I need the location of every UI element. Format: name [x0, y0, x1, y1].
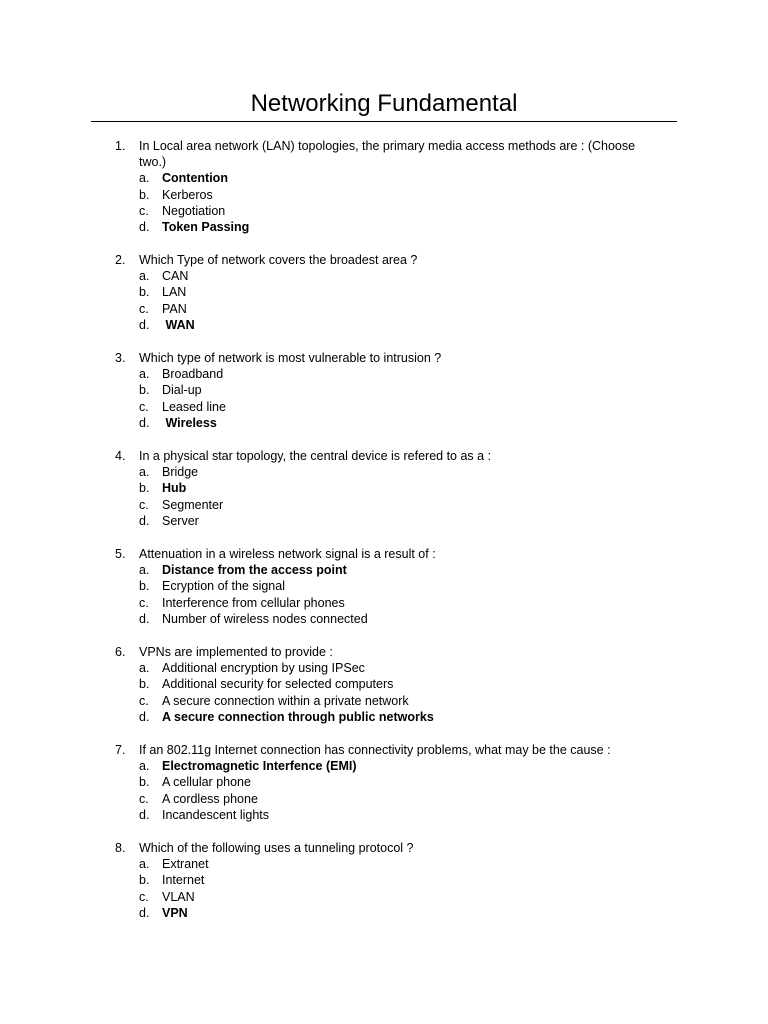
option-text: Bridge — [162, 465, 199, 480]
answer-option-b — [0, 480, 768, 496]
question-2 — [0, 252, 768, 333]
question-stem — [0, 350, 768, 366]
answer-option-a — [0, 856, 768, 872]
question-text: Attenuation in a wireless network signal is a result of : — [139, 547, 436, 561]
option-letter: b. — [139, 677, 150, 692]
answer-option-c — [0, 301, 768, 317]
question-text: In a physical star topology, the central device is refered to as a : — [139, 449, 492, 463]
option-letter: a. — [139, 661, 150, 676]
option-text: Distance from the access point — [162, 563, 347, 578]
option-text: PAN — [162, 301, 187, 316]
option-text: Extranet — [162, 857, 209, 872]
answer-option-a — [0, 758, 768, 774]
answer-option-d — [0, 709, 768, 725]
option-letter: d. — [139, 317, 150, 332]
option-letter: c. — [139, 791, 149, 806]
option-text: VPN — [162, 905, 188, 920]
option-text: Kerberos — [162, 187, 213, 202]
page-title: Networking Fundamental — [250, 90, 518, 117]
option-text: Number of wireless nodes connected — [162, 611, 368, 626]
option-letter: d. — [139, 709, 150, 724]
question-number: 4. — [115, 449, 126, 463]
answer-option-a — [0, 562, 768, 578]
option-text: Interference from cellular phones — [162, 595, 345, 610]
answer-option-c — [0, 791, 768, 807]
option-letter: c. — [139, 301, 149, 316]
answer-option-c — [0, 399, 768, 415]
question-6 — [0, 644, 768, 725]
option-text: A cellular phone — [162, 775, 251, 790]
option-letter: c. — [139, 497, 149, 512]
option-text: Internet — [162, 873, 205, 888]
answer-option-d — [0, 905, 768, 921]
option-text: Hub — [162, 481, 187, 496]
question-7 — [0, 742, 768, 823]
option-text: Segmenter — [162, 497, 224, 512]
question-stem — [0, 546, 768, 562]
question-stem — [0, 840, 768, 856]
answer-option-b — [0, 872, 768, 888]
question-number: 2. — [115, 253, 126, 267]
option-text: A secure connection within a private network — [162, 693, 409, 708]
question-number: 1. — [115, 139, 126, 153]
question-number: 7. — [115, 743, 126, 757]
option-letter: b. — [139, 481, 150, 496]
option-text: Server — [162, 513, 199, 528]
option-letter: a. — [139, 563, 150, 578]
question-5 — [0, 546, 768, 627]
answer-option-b — [0, 774, 768, 790]
option-letter: b. — [139, 775, 150, 790]
question-text: If an 802.11g Internet connection has connectivity problems, what may be the cause : — [139, 743, 611, 757]
option-letter: c. — [139, 203, 149, 218]
question-3 — [0, 350, 768, 431]
option-text: CAN — [162, 269, 189, 284]
option-letter: c. — [139, 595, 149, 610]
option-text: Wireless — [162, 415, 217, 430]
option-text: A secure connection through public networks — [162, 709, 434, 724]
question-4 — [0, 448, 768, 529]
option-text: Leased line — [162, 399, 226, 414]
question-number: 3. — [115, 351, 126, 365]
answer-option-d — [0, 219, 768, 235]
question-number: 5. — [115, 547, 126, 561]
answer-option-d — [0, 513, 768, 529]
option-letter: b. — [139, 383, 150, 398]
option-text: A cordless phone — [162, 791, 258, 806]
option-text: Token Passing — [162, 219, 250, 234]
answer-option-d — [0, 611, 768, 627]
option-letter: b. — [139, 579, 150, 594]
option-letter: a. — [139, 269, 150, 284]
answer-option-a — [0, 660, 768, 676]
option-text: Broadband — [162, 367, 224, 382]
option-letter: d. — [139, 611, 150, 626]
option-letter: d. — [139, 415, 150, 430]
answer-option-c — [0, 497, 768, 513]
option-text: Electromagnetic Interfence (EMI) — [162, 759, 357, 774]
answer-option-b — [0, 676, 768, 692]
question-text: VPNs are implemented to provide : — [139, 645, 333, 659]
question-stem — [0, 448, 768, 464]
option-text: Dial-up — [162, 383, 202, 398]
option-letter: a. — [139, 171, 150, 186]
question-text: In Local area network (LAN) topologies, the primary media access methods are : (Choose two.) — [139, 139, 636, 170]
question-1 — [0, 138, 768, 235]
option-text: Additional encryption by using IPSec — [162, 661, 365, 676]
option-letter: d. — [139, 513, 150, 528]
option-letter: c. — [139, 693, 149, 708]
answer-option-d — [0, 807, 768, 823]
option-text: Ecryption of the signal — [162, 579, 285, 594]
question-text: Which type of network is most vulnerable to intrusion ? — [139, 351, 442, 365]
question-stem — [0, 138, 768, 170]
answer-option-d — [0, 317, 768, 333]
question-text: Which Type of network covers the broadest area ? — [139, 253, 418, 267]
answer-option-c — [0, 693, 768, 709]
question-number: 6. — [115, 645, 126, 659]
answer-option-b — [0, 187, 768, 203]
option-letter: d. — [139, 219, 150, 234]
option-letter: a. — [139, 367, 150, 382]
answer-option-b — [0, 284, 768, 300]
option-letter: b. — [139, 285, 150, 300]
option-text: LAN — [162, 285, 187, 300]
answer-option-a — [0, 268, 768, 284]
option-letter: a. — [139, 465, 150, 480]
question-text: Which of the following uses a tunneling protocol ? — [139, 841, 414, 855]
option-text: Incandescent lights — [162, 807, 270, 822]
option-text: VLAN — [162, 889, 195, 904]
option-text: Contention — [162, 171, 228, 186]
question-stem — [0, 252, 768, 268]
option-letter: c. — [139, 889, 149, 904]
option-text: Negotiation — [162, 203, 226, 218]
answer-option-b — [0, 382, 768, 398]
answer-option-c — [0, 203, 768, 219]
option-letter: d. — [139, 905, 150, 920]
answer-option-a — [0, 366, 768, 382]
answer-option-d — [0, 415, 768, 431]
answer-option-c — [0, 889, 768, 905]
option-letter: b. — [139, 873, 150, 888]
answer-option-a — [0, 170, 768, 186]
question-stem — [0, 644, 768, 660]
answer-option-a — [0, 464, 768, 480]
option-letter: d. — [139, 807, 150, 822]
option-letter: a. — [139, 759, 150, 774]
option-letter: b. — [139, 187, 150, 202]
option-text: Additional security for selected computers — [162, 677, 394, 692]
title-divider — [91, 121, 677, 122]
question-stem — [0, 742, 768, 758]
option-letter: a. — [139, 857, 150, 872]
answer-option-c — [0, 595, 768, 611]
question-number: 8. — [115, 841, 126, 855]
option-text: WAN — [162, 317, 195, 332]
question-8 — [0, 840, 768, 921]
option-letter: c. — [139, 399, 149, 414]
answer-option-b — [0, 578, 768, 594]
